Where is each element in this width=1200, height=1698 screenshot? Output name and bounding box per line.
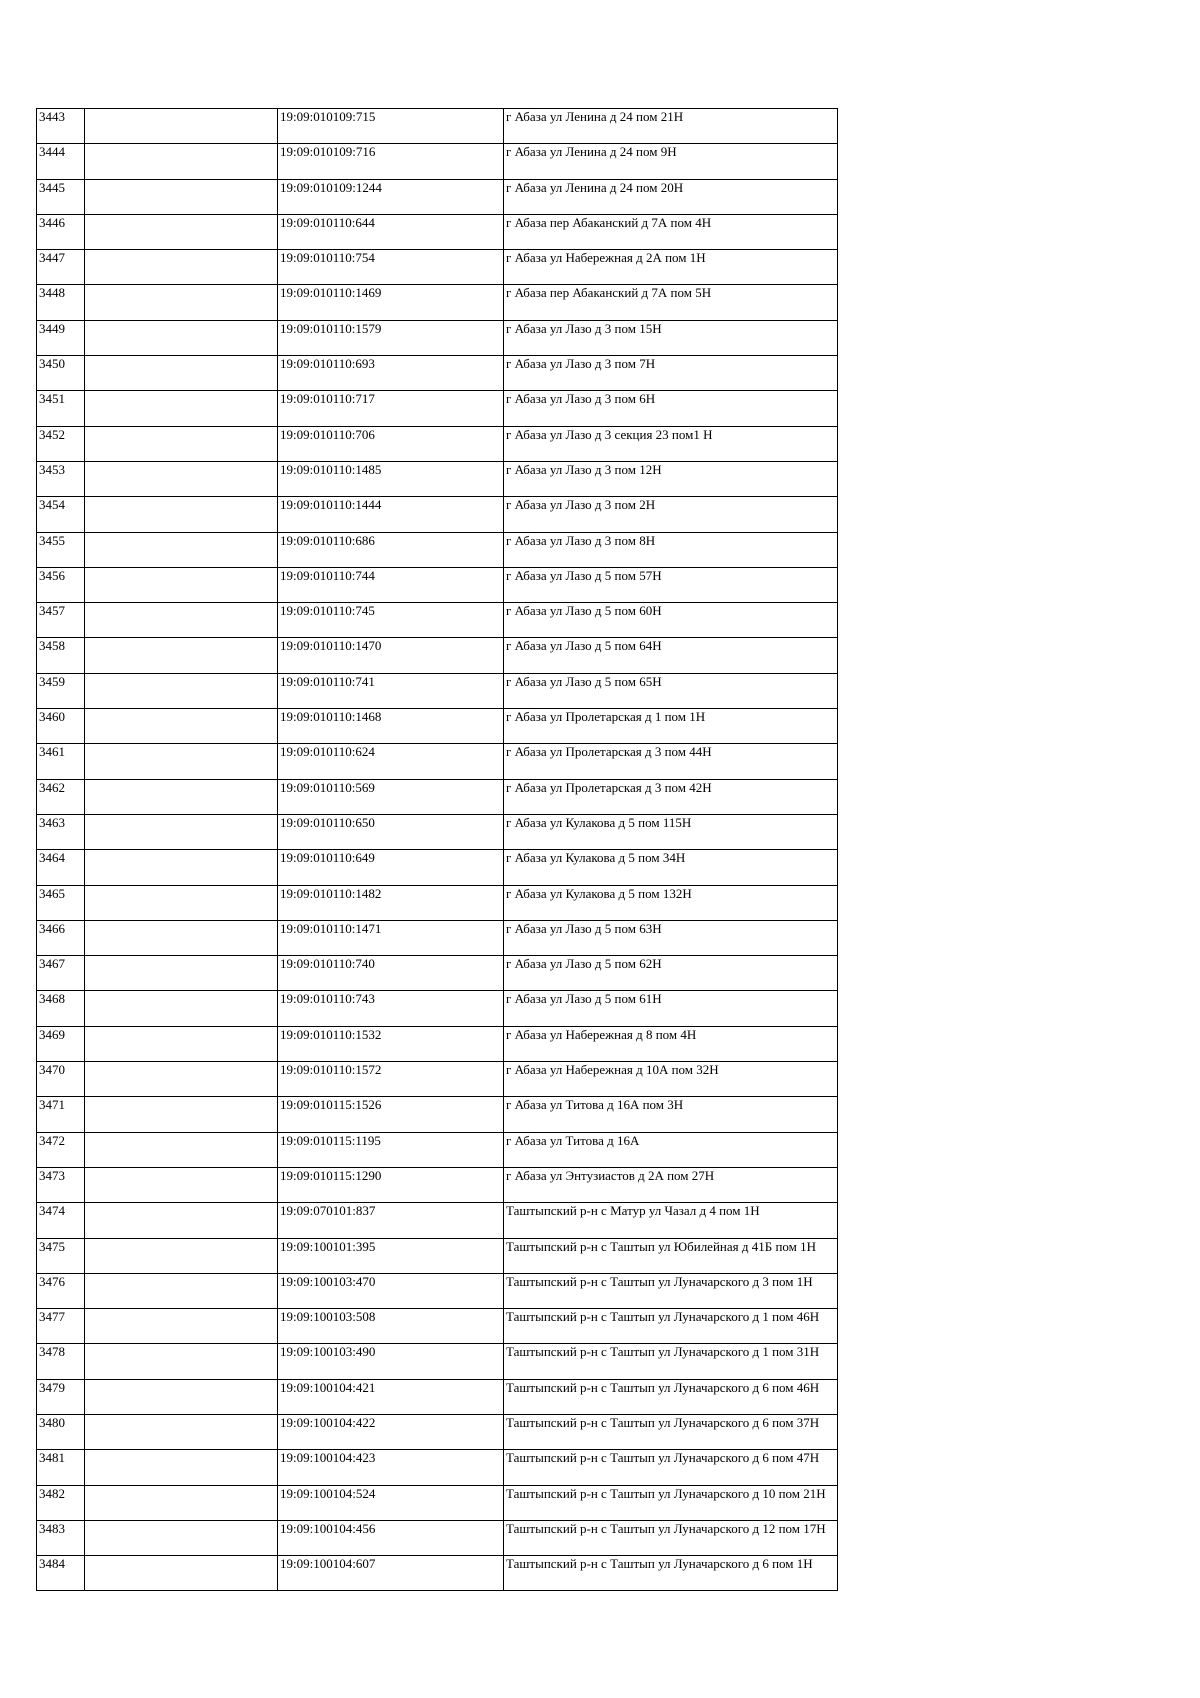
address-cell: г Абаза ул Ленина д 24 пом 20Н xyxy=(504,179,838,214)
row-number-cell: 3483 xyxy=(37,1520,85,1555)
empty-cell xyxy=(85,356,278,391)
row-number-cell: 3474 xyxy=(37,1203,85,1238)
table-row xyxy=(37,1450,838,1485)
address-cell: г Абаза ул Кулакова д 5 пом 34Н xyxy=(504,850,838,885)
cadastral-number-cell: 19:09:010110:649 xyxy=(278,850,504,885)
property-table xyxy=(36,108,838,1591)
table-row xyxy=(37,1379,838,1414)
cadastral-number-cell: 19:09:010110:1469 xyxy=(278,285,504,320)
row-number-cell: 3463 xyxy=(37,814,85,849)
empty-cell xyxy=(85,1309,278,1344)
cadastral-number-cell: 19:09:010110:706 xyxy=(278,426,504,461)
table-row xyxy=(37,356,838,391)
empty-cell xyxy=(85,885,278,920)
table-row xyxy=(37,497,838,532)
address-cell: г Абаза ул Ленина д 24 пом 21Н xyxy=(504,109,838,144)
cadastral-number-cell: 19:09:070101:837 xyxy=(278,1203,504,1238)
cadastral-number-cell: 19:09:010110:1468 xyxy=(278,709,504,744)
table-row xyxy=(37,638,838,673)
cadastral-number-cell: 19:09:010110:644 xyxy=(278,214,504,249)
empty-cell xyxy=(85,214,278,249)
cadastral-number-cell: 19:09:100104:607 xyxy=(278,1556,504,1591)
row-number-cell: 3482 xyxy=(37,1485,85,1520)
empty-cell xyxy=(85,1344,278,1379)
address-cell: г Абаза пер Абаканский д 7А пом 5Н xyxy=(504,285,838,320)
table-row xyxy=(37,1273,838,1308)
empty-cell xyxy=(85,426,278,461)
address-cell: г Абаза ул Набережная д 8 пом 4Н xyxy=(504,1026,838,1061)
empty-cell xyxy=(85,1450,278,1485)
cadastral-number-cell: 19:09:010110:717 xyxy=(278,391,504,426)
cadastral-number-cell: 19:09:010109:715 xyxy=(278,109,504,144)
cadastral-number-cell: 19:09:100103:470 xyxy=(278,1273,504,1308)
address-cell: Таштыпский р-н с Таштып ул Юбилейная д 41Б пом 1Н xyxy=(504,1238,838,1273)
cadastral-number-cell: 19:09:100104:422 xyxy=(278,1414,504,1449)
address-cell: Таштыпский р-н с Таштып ул Луначарского д 1 пом 46Н xyxy=(504,1309,838,1344)
row-number-cell: 3444 xyxy=(37,144,85,179)
cadastral-number-cell: 19:09:010109:1244 xyxy=(278,179,504,214)
table-row xyxy=(37,391,838,426)
empty-cell xyxy=(85,461,278,496)
empty-cell xyxy=(85,1485,278,1520)
empty-cell xyxy=(85,567,278,602)
row-number-cell: 3454 xyxy=(37,497,85,532)
empty-cell xyxy=(85,1556,278,1591)
empty-cell xyxy=(85,1520,278,1555)
address-cell: г Абаза пер Абаканский д 7А пом 4Н xyxy=(504,214,838,249)
address-cell: г Абаза ул Лазо д 3 пом 6Н xyxy=(504,391,838,426)
address-cell: Таштыпский р-н с Таштып ул Луначарского д 10 пом 21Н xyxy=(504,1485,838,1520)
table-row xyxy=(37,1238,838,1273)
row-number-cell: 3475 xyxy=(37,1238,85,1273)
table-row xyxy=(37,1520,838,1555)
empty-cell xyxy=(85,179,278,214)
row-number-cell: 3448 xyxy=(37,285,85,320)
address-cell: г Абаза ул Пролетарская д 3 пом 42Н xyxy=(504,779,838,814)
row-number-cell: 3445 xyxy=(37,179,85,214)
cadastral-number-cell: 19:09:010110:650 xyxy=(278,814,504,849)
cadastral-number-cell: 19:09:010110:1572 xyxy=(278,1062,504,1097)
empty-cell xyxy=(85,1097,278,1132)
address-cell: г Абаза ул Лазо д 5 пом 60Н xyxy=(504,603,838,638)
table-row xyxy=(37,1167,838,1202)
table-row xyxy=(37,673,838,708)
empty-cell xyxy=(85,1379,278,1414)
table-row xyxy=(37,320,838,355)
row-number-cell: 3453 xyxy=(37,461,85,496)
table-row xyxy=(37,426,838,461)
cadastral-number-cell: 19:09:010110:1532 xyxy=(278,1026,504,1061)
table-row xyxy=(37,567,838,602)
table-body xyxy=(37,109,838,1591)
empty-cell xyxy=(85,250,278,285)
cadastral-number-cell: 19:09:010110:686 xyxy=(278,532,504,567)
empty-cell xyxy=(85,497,278,532)
address-cell: Таштыпский р-н с Таштып ул Луначарского д 6 пом 1Н xyxy=(504,1556,838,1591)
empty-cell xyxy=(85,320,278,355)
cadastral-number-cell: 19:09:010110:1470 xyxy=(278,638,504,673)
cadastral-number-cell: 19:09:010110:745 xyxy=(278,603,504,638)
address-cell: г Абаза ул Энтузиастов д 2А пом 27Н xyxy=(504,1167,838,1202)
row-number-cell: 3484 xyxy=(37,1556,85,1591)
row-number-cell: 3480 xyxy=(37,1414,85,1449)
row-number-cell: 3466 xyxy=(37,920,85,955)
cadastral-number-cell: 19:09:010115:1195 xyxy=(278,1132,504,1167)
address-cell: г Абаза ул Лазо д 3 пом 7Н xyxy=(504,356,838,391)
row-number-cell: 3459 xyxy=(37,673,85,708)
row-number-cell: 3481 xyxy=(37,1450,85,1485)
address-cell: г Абаза ул Пролетарская д 3 пом 44Н xyxy=(504,744,838,779)
empty-cell xyxy=(85,920,278,955)
address-cell: г Абаза ул Лазо д 3 секция 23 пом1 Н xyxy=(504,426,838,461)
address-cell: г Абаза ул Лазо д 5 пом 57Н xyxy=(504,567,838,602)
cadastral-number-cell: 19:09:010110:1471 xyxy=(278,920,504,955)
row-number-cell: 3477 xyxy=(37,1309,85,1344)
address-cell: Таштыпский р-н с Таштып ул Луначарского д 3 пом 1Н xyxy=(504,1273,838,1308)
table-row xyxy=(37,744,838,779)
address-cell: г Абаза ул Титова д 16А пом 3Н xyxy=(504,1097,838,1132)
cadastral-number-cell: 19:09:010110:1579 xyxy=(278,320,504,355)
cadastral-number-cell: 19:09:010109:716 xyxy=(278,144,504,179)
cadastral-number-cell: 19:09:010115:1526 xyxy=(278,1097,504,1132)
table-row xyxy=(37,1414,838,1449)
table-row xyxy=(37,1062,838,1097)
cadastral-number-cell: 19:09:010110:1485 xyxy=(278,461,504,496)
address-cell: г Абаза ул Лазо д 5 пом 65Н xyxy=(504,673,838,708)
row-number-cell: 3457 xyxy=(37,603,85,638)
table-row xyxy=(37,956,838,991)
table-row xyxy=(37,179,838,214)
table-row xyxy=(37,885,838,920)
cadastral-number-cell: 19:09:010110:1444 xyxy=(278,497,504,532)
empty-cell xyxy=(85,991,278,1026)
address-cell: Таштыпский р-н с Таштып ул Луначарского д 6 пом 37Н xyxy=(504,1414,838,1449)
cadastral-number-cell: 19:09:100104:423 xyxy=(278,1450,504,1485)
address-cell: г Абаза ул Кулакова д 5 пом 132Н xyxy=(504,885,838,920)
row-number-cell: 3471 xyxy=(37,1097,85,1132)
empty-cell xyxy=(85,144,278,179)
empty-cell xyxy=(85,603,278,638)
address-cell: г Абаза ул Лазо д 3 пом 2Н xyxy=(504,497,838,532)
row-number-cell: 3472 xyxy=(37,1132,85,1167)
cadastral-number-cell: 19:09:100101:395 xyxy=(278,1238,504,1273)
address-cell: Таштыпский р-н с Таштып ул Луначарского д 1 пом 31Н xyxy=(504,1344,838,1379)
table-row xyxy=(37,920,838,955)
empty-cell xyxy=(85,744,278,779)
address-cell: Таштыпский р-н с Матур ул Чазал д 4 пом 1Н xyxy=(504,1203,838,1238)
cadastral-number-cell: 19:09:010110:740 xyxy=(278,956,504,991)
row-number-cell: 3460 xyxy=(37,709,85,744)
row-number-cell: 3458 xyxy=(37,638,85,673)
cadastral-number-cell: 19:09:100103:508 xyxy=(278,1309,504,1344)
empty-cell xyxy=(85,1167,278,1202)
address-cell: г Абаза ул Титова д 16А xyxy=(504,1132,838,1167)
row-number-cell: 3479 xyxy=(37,1379,85,1414)
cadastral-number-cell: 19:09:100104:421 xyxy=(278,1379,504,1414)
table-row xyxy=(37,1203,838,1238)
table-row xyxy=(37,214,838,249)
address-cell: г Абаза ул Лазо д 5 пом 63Н xyxy=(504,920,838,955)
cadastral-number-cell: 19:09:010110:624 xyxy=(278,744,504,779)
address-cell: г Абаза ул Пролетарская д 1 пом 1Н xyxy=(504,709,838,744)
row-number-cell: 3462 xyxy=(37,779,85,814)
row-number-cell: 3470 xyxy=(37,1062,85,1097)
table-row xyxy=(37,109,838,144)
row-number-cell: 3469 xyxy=(37,1026,85,1061)
row-number-cell: 3455 xyxy=(37,532,85,567)
empty-cell xyxy=(85,709,278,744)
row-number-cell: 3461 xyxy=(37,744,85,779)
table-row xyxy=(37,779,838,814)
row-number-cell: 3468 xyxy=(37,991,85,1026)
row-number-cell: 3478 xyxy=(37,1344,85,1379)
empty-cell xyxy=(85,956,278,991)
table-row xyxy=(37,1556,838,1591)
empty-cell xyxy=(85,1414,278,1449)
table-row xyxy=(37,709,838,744)
empty-cell xyxy=(85,673,278,708)
address-cell: Таштыпский р-н с Таштып ул Луначарского д 12 пом 17Н xyxy=(504,1520,838,1555)
cadastral-number-cell: 19:09:010115:1290 xyxy=(278,1167,504,1202)
empty-cell xyxy=(85,1238,278,1273)
cadastral-number-cell: 19:09:010110:744 xyxy=(278,567,504,602)
table-row xyxy=(37,144,838,179)
empty-cell xyxy=(85,109,278,144)
row-number-cell: 3473 xyxy=(37,1167,85,1202)
empty-cell xyxy=(85,1273,278,1308)
table-row xyxy=(37,1097,838,1132)
table-row xyxy=(37,814,838,849)
address-cell: г Абаза ул Набережная д 10А пом 32Н xyxy=(504,1062,838,1097)
table-row xyxy=(37,1026,838,1061)
address-cell: Таштыпский р-н с Таштып ул Луначарского д 6 пом 46Н xyxy=(504,1379,838,1414)
table-row xyxy=(37,1309,838,1344)
row-number-cell: 3464 xyxy=(37,850,85,885)
address-cell: Таштыпский р-н с Таштып ул Луначарского д 6 пом 47Н xyxy=(504,1450,838,1485)
row-number-cell: 3449 xyxy=(37,320,85,355)
row-number-cell: 3467 xyxy=(37,956,85,991)
row-number-cell: 3447 xyxy=(37,250,85,285)
table-row xyxy=(37,250,838,285)
empty-cell xyxy=(85,1132,278,1167)
empty-cell xyxy=(85,850,278,885)
cadastral-number-cell: 19:09:010110:743 xyxy=(278,991,504,1026)
row-number-cell: 3476 xyxy=(37,1273,85,1308)
empty-cell xyxy=(85,391,278,426)
cadastral-number-cell: 19:09:010110:754 xyxy=(278,250,504,285)
address-cell: г Абаза ул Ленина д 24 пом 9Н xyxy=(504,144,838,179)
table-row xyxy=(37,1344,838,1379)
row-number-cell: 3456 xyxy=(37,567,85,602)
table-row xyxy=(37,603,838,638)
empty-cell xyxy=(85,1026,278,1061)
table-row xyxy=(37,991,838,1026)
cadastral-number-cell: 19:09:010110:1482 xyxy=(278,885,504,920)
table-row xyxy=(37,850,838,885)
address-cell: г Абаза ул Лазо д 5 пом 61Н xyxy=(504,991,838,1026)
address-cell: г Абаза ул Кулакова д 5 пом 115Н xyxy=(504,814,838,849)
cadastral-number-cell: 19:09:010110:693 xyxy=(278,356,504,391)
table-row xyxy=(37,1132,838,1167)
empty-cell xyxy=(85,1062,278,1097)
empty-cell xyxy=(85,814,278,849)
empty-cell xyxy=(85,638,278,673)
address-cell: г Абаза ул Лазо д 5 пом 64Н xyxy=(504,638,838,673)
address-cell: г Абаза ул Лазо д 3 пом 12Н xyxy=(504,461,838,496)
row-number-cell: 3450 xyxy=(37,356,85,391)
cadastral-number-cell: 19:09:010110:741 xyxy=(278,673,504,708)
cadastral-number-cell: 19:09:010110:569 xyxy=(278,779,504,814)
table-row xyxy=(37,532,838,567)
row-number-cell: 3465 xyxy=(37,885,85,920)
row-number-cell: 3446 xyxy=(37,214,85,249)
empty-cell xyxy=(85,285,278,320)
cadastral-number-cell: 19:09:100103:490 xyxy=(278,1344,504,1379)
address-cell: г Абаза ул Лазо д 3 пом 8Н xyxy=(504,532,838,567)
empty-cell xyxy=(85,532,278,567)
empty-cell xyxy=(85,779,278,814)
row-number-cell: 3443 xyxy=(37,109,85,144)
row-number-cell: 3451 xyxy=(37,391,85,426)
cadastral-number-cell: 19:09:100104:524 xyxy=(278,1485,504,1520)
row-number-cell: 3452 xyxy=(37,426,85,461)
empty-cell xyxy=(85,1203,278,1238)
address-cell: г Абаза ул Лазо д 3 пом 15Н xyxy=(504,320,838,355)
address-cell: г Абаза ул Лазо д 5 пом 62Н xyxy=(504,956,838,991)
table-row xyxy=(37,461,838,496)
address-cell: г Абаза ул Набережная д 2А пом 1Н xyxy=(504,250,838,285)
table-row xyxy=(37,285,838,320)
table-row xyxy=(37,1485,838,1520)
cadastral-number-cell: 19:09:100104:456 xyxy=(278,1520,504,1555)
